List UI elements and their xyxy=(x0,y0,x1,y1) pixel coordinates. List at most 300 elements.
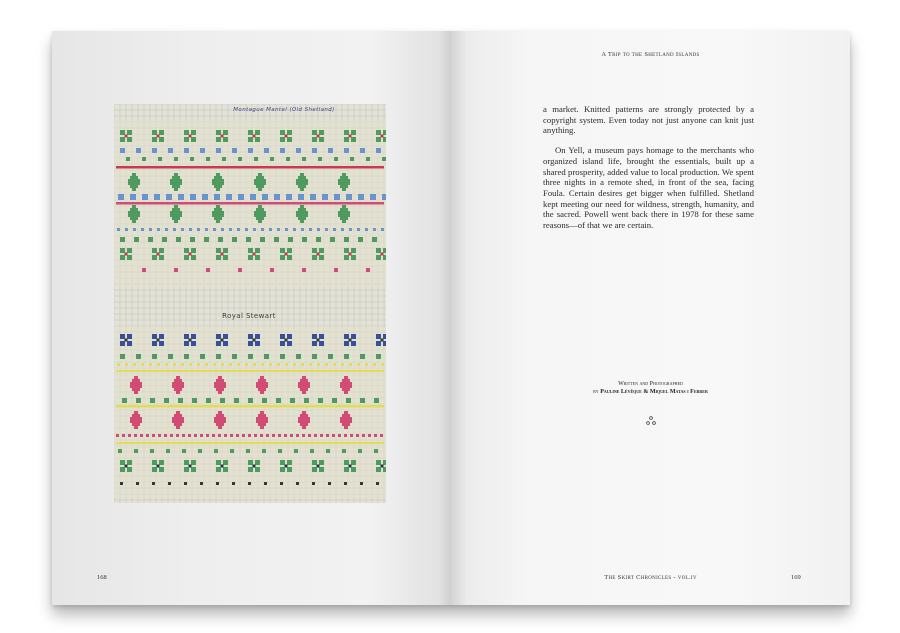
motif-navy-flower xyxy=(376,341,381,346)
motif-pink-diamond xyxy=(130,385,142,388)
motif-dark-dot xyxy=(376,482,379,485)
motif-blue-dot xyxy=(154,194,160,200)
motif-blue-dot xyxy=(286,194,292,200)
motif-green-diamond xyxy=(170,179,182,182)
motif-blue-dot xyxy=(238,194,244,200)
motif-blue-dot xyxy=(149,228,152,231)
motif-blue-dot xyxy=(152,148,157,153)
motif-green-flower xyxy=(344,130,349,135)
motif-green-diamond xyxy=(174,173,178,176)
motif-green-flower xyxy=(184,248,189,253)
motif-green-flower xyxy=(376,248,381,253)
motif-pink-diamond xyxy=(260,411,264,414)
motif-green-dot xyxy=(214,449,218,453)
motif-pink-dot xyxy=(170,434,173,437)
motif-green-flower xyxy=(159,460,164,465)
motif-yellow-dot xyxy=(133,363,136,366)
motif-pink-diamond xyxy=(298,385,310,388)
motif-blue-dot xyxy=(349,228,352,231)
motif-green-diamond xyxy=(174,205,178,208)
motif-green-dot xyxy=(358,237,363,242)
motif-green-dot xyxy=(296,354,301,359)
motif-navy-flower xyxy=(312,334,317,339)
motif-pink-diamond xyxy=(300,414,308,417)
motif-pink-dot xyxy=(236,434,239,437)
motif-green-dot xyxy=(162,237,167,242)
motif-yellow-dot xyxy=(213,363,216,366)
motif-navy-flower xyxy=(125,339,128,342)
motif-green-flower xyxy=(253,253,256,256)
knitting-chart-graphic xyxy=(114,104,386,503)
motif-blue-dot xyxy=(298,194,304,200)
motif-green-flower xyxy=(383,248,386,253)
motif-navy-flower xyxy=(184,341,189,346)
motif-green-diamond xyxy=(342,188,346,191)
motif-pink-dot xyxy=(314,434,317,437)
motif-blue-dot xyxy=(274,194,280,200)
motif-blue-dot xyxy=(125,228,128,231)
motif-green-diamond xyxy=(214,176,222,179)
motif-pink-diamond xyxy=(342,414,350,417)
motif-pink-dot xyxy=(350,434,353,437)
chart-title-top: Montague Mantel (Old Shetland) xyxy=(233,107,335,113)
motif-green-dot xyxy=(278,449,282,453)
motif-blue-dot xyxy=(344,148,349,153)
motif-pink-dot xyxy=(164,434,167,437)
motif-green-flower xyxy=(312,137,317,142)
motif-pink-dot xyxy=(188,434,191,437)
motif-blue-dot xyxy=(120,148,125,153)
stripe-yellow xyxy=(116,442,384,444)
motif-green-diamond xyxy=(296,211,308,214)
motif-blue-dot xyxy=(296,148,301,153)
motif-blue-dot xyxy=(382,194,386,200)
motif-pink-dot xyxy=(152,434,155,437)
motif-green-diamond xyxy=(340,208,348,211)
motif-green-diamond xyxy=(296,214,308,217)
motif-blue-dot xyxy=(118,194,124,200)
motif-pink-dot xyxy=(356,434,359,437)
motif-green-dot xyxy=(176,237,181,242)
motif-yellow-dot xyxy=(125,363,128,366)
motif-green-flower xyxy=(184,137,189,142)
motif-pink-diamond xyxy=(298,382,310,385)
motif-green-flower xyxy=(287,467,292,472)
motif-blue-dot xyxy=(365,228,368,231)
motif-green-flower xyxy=(184,460,189,465)
motif-navy-flower xyxy=(319,334,324,339)
motif-green-diamond xyxy=(258,220,262,223)
motif-green-dot xyxy=(288,237,293,242)
motif-pink-dot xyxy=(238,268,242,272)
motif-pink-diamond xyxy=(218,426,222,429)
motif-green-flower xyxy=(248,460,253,465)
motif-green-dot xyxy=(206,157,210,161)
motif-green-diamond xyxy=(128,182,140,185)
motif-pink-diamond xyxy=(176,376,180,379)
motif-navy-flower xyxy=(253,339,256,342)
motif-dark-dot xyxy=(328,482,331,485)
motif-navy-flower xyxy=(159,341,164,346)
motif-green-dot xyxy=(158,157,162,161)
motif-pink-diamond xyxy=(218,411,222,414)
motif-green-flower xyxy=(216,248,221,253)
motif-navy-flower xyxy=(191,341,196,346)
motif-dark-dot xyxy=(120,482,123,485)
motif-green-dot xyxy=(344,354,349,359)
motif-green-flower xyxy=(159,137,164,142)
motif-pink-diamond xyxy=(260,391,264,394)
motif-green-flower xyxy=(383,460,386,465)
motif-blue-dot xyxy=(301,228,304,231)
motif-green-flower xyxy=(344,467,349,472)
motif-green-diamond xyxy=(300,173,304,176)
motif-green-flower xyxy=(376,255,381,260)
motif-green-diamond xyxy=(216,205,220,208)
motif-pink-dot xyxy=(278,434,281,437)
motif-green-flower xyxy=(383,130,386,135)
motif-pink-dot xyxy=(122,434,125,437)
motif-blue-dot xyxy=(262,194,268,200)
motif-green-flower xyxy=(349,135,352,138)
motif-pink-diamond xyxy=(130,420,142,423)
motif-blue-dot xyxy=(168,148,173,153)
motif-yellow-dot xyxy=(221,363,224,366)
motif-pink-diamond xyxy=(342,379,350,382)
motif-green-flower xyxy=(221,253,224,256)
motif-green-dot xyxy=(150,398,155,403)
stripe-yellow xyxy=(116,370,384,372)
motif-navy-flower xyxy=(159,334,164,339)
motif-green-flower xyxy=(344,460,349,465)
motif-pink-diamond xyxy=(130,417,142,420)
motif-green-dot xyxy=(254,157,258,161)
motif-blue-dot xyxy=(317,228,320,231)
motif-green-dot xyxy=(148,237,153,242)
motif-blue-dot xyxy=(310,194,316,200)
motif-green-diamond xyxy=(130,176,138,179)
motif-green-diamond xyxy=(300,188,304,191)
motif-yellow-dot xyxy=(173,363,176,366)
motif-pink-diamond xyxy=(218,376,222,379)
motif-blue-dot xyxy=(229,228,232,231)
motif-green-dot xyxy=(262,398,267,403)
motif-pink-dot xyxy=(302,268,306,272)
motif-green-diamond xyxy=(254,214,266,217)
motif-dark-dot xyxy=(168,482,171,485)
motif-pink-diamond xyxy=(174,423,182,426)
motif-green-flower xyxy=(312,248,317,253)
left-page xyxy=(52,31,451,605)
motif-green-dot xyxy=(334,157,338,161)
motif-yellow-dot xyxy=(157,363,160,366)
motif-pink-diamond xyxy=(174,388,182,391)
motif-pink-dot xyxy=(142,268,146,272)
motif-green-dot xyxy=(150,449,154,453)
motif-navy-flower xyxy=(255,341,260,346)
motif-green-dot xyxy=(206,398,211,403)
motif-green-dot xyxy=(318,398,323,403)
motif-green-flower xyxy=(317,135,320,138)
motif-pink-diamond xyxy=(256,420,268,423)
motif-green-dot xyxy=(286,157,290,161)
motif-green-flower xyxy=(157,253,160,256)
motif-pink-dot xyxy=(224,434,227,437)
motif-green-diamond xyxy=(256,208,264,211)
motif-green-flower xyxy=(376,460,381,465)
motif-green-diamond xyxy=(216,220,220,223)
motif-pink-diamond xyxy=(300,423,308,426)
motif-pink-dot xyxy=(176,434,179,437)
motif-green-dot xyxy=(274,237,279,242)
motif-green-diamond xyxy=(172,217,180,220)
motif-navy-flower xyxy=(127,334,132,339)
motif-blue-dot xyxy=(269,228,272,231)
motif-green-flower xyxy=(285,135,288,138)
motif-blue-dot xyxy=(232,148,237,153)
motif-green-dot xyxy=(134,449,138,453)
motif-pink-dot xyxy=(212,434,215,437)
motif-green-dot xyxy=(192,398,197,403)
motif-pink-dot xyxy=(248,434,251,437)
motif-pink-dot xyxy=(242,434,245,437)
motif-dark-dot xyxy=(280,482,283,485)
motif-green-flower xyxy=(221,465,224,468)
motif-navy-flower xyxy=(376,334,381,339)
motif-green-dot xyxy=(168,354,173,359)
motif-pink-diamond xyxy=(216,423,224,426)
motif-pink-dot xyxy=(230,434,233,437)
motif-green-diamond xyxy=(128,211,140,214)
motif-green-dot xyxy=(120,354,125,359)
motif-green-flower xyxy=(216,130,221,135)
motif-pink-diamond xyxy=(258,379,266,382)
motif-pink-dot xyxy=(254,434,257,437)
motif-green-dot xyxy=(332,398,337,403)
motif-green-diamond xyxy=(342,205,346,208)
motif-green-diamond xyxy=(256,217,264,220)
motif-green-diamond xyxy=(130,208,138,211)
motif-green-diamond xyxy=(298,208,306,211)
motif-green-diamond xyxy=(254,179,266,182)
motif-green-flower xyxy=(189,135,192,138)
motif-green-flower xyxy=(317,465,320,468)
motif-green-flower xyxy=(120,460,125,465)
motif-green-flower xyxy=(287,460,292,465)
motif-navy-flower xyxy=(255,334,260,339)
motif-green-dot xyxy=(360,398,365,403)
motif-blue-dot xyxy=(293,228,296,231)
motif-dark-dot xyxy=(296,482,299,485)
motif-green-diamond xyxy=(340,185,348,188)
motif-green-flower xyxy=(319,137,324,142)
stripe-red xyxy=(116,166,384,169)
motif-pink-diamond xyxy=(172,420,184,423)
motif-blue-dot xyxy=(322,194,328,200)
motif-green-flower xyxy=(120,255,125,260)
motif-green-flower xyxy=(317,253,320,256)
motif-pink-dot xyxy=(334,268,338,272)
footer-title: The Skirt Chronicles - vol.iv xyxy=(604,574,697,581)
motif-green-dot xyxy=(312,354,317,359)
motif-green-dot xyxy=(302,237,307,242)
motif-green-flower xyxy=(125,135,128,138)
motif-green-diamond xyxy=(172,176,180,179)
motif-green-flower xyxy=(152,255,157,260)
motif-blue-dot xyxy=(253,228,256,231)
motif-green-flower xyxy=(127,460,132,465)
motif-green-flower xyxy=(351,137,356,142)
motif-green-flower xyxy=(152,137,157,142)
motif-green-diamond xyxy=(132,173,136,176)
motif-pink-diamond xyxy=(214,420,226,423)
motif-pink-diamond xyxy=(256,385,268,388)
motif-blue-dot xyxy=(325,228,328,231)
motif-pink-diamond xyxy=(132,414,140,417)
motif-pink-dot xyxy=(128,434,131,437)
motif-green-flower xyxy=(191,467,196,472)
motif-green-flower xyxy=(376,137,381,142)
motif-green-dot xyxy=(200,354,205,359)
motif-yellow-dot xyxy=(373,363,376,366)
motif-green-diamond xyxy=(214,217,222,220)
motif-green-diamond xyxy=(298,176,306,179)
motif-navy-flower xyxy=(221,339,224,342)
motif-green-dot xyxy=(248,354,253,359)
motif-dark-dot xyxy=(248,482,251,485)
motif-blue-dot xyxy=(190,194,196,200)
motif-pink-diamond xyxy=(214,382,226,385)
motif-pink-diamond xyxy=(344,376,348,379)
motif-green-dot xyxy=(220,398,225,403)
motif-blue-dot xyxy=(261,228,264,231)
motif-green-dot xyxy=(234,398,239,403)
motif-green-diamond xyxy=(298,185,306,188)
motif-green-dot xyxy=(248,398,253,403)
motif-blue-dot xyxy=(197,228,200,231)
motif-pink-dot xyxy=(218,434,221,437)
motif-blue-dot xyxy=(277,228,280,231)
motif-green-flower xyxy=(253,135,256,138)
motif-yellow-dot xyxy=(261,363,264,366)
motif-green-diamond xyxy=(342,220,346,223)
motif-green-flower xyxy=(255,248,260,253)
motif-green-diamond xyxy=(128,179,140,182)
motif-green-flower xyxy=(376,130,381,135)
knitting-chart-photo xyxy=(114,104,386,503)
motif-green-flower xyxy=(255,460,260,465)
motif-blue-dot xyxy=(200,148,205,153)
motif-blue-dot xyxy=(133,228,136,231)
motif-navy-flower xyxy=(216,341,221,346)
motif-yellow-dot xyxy=(285,363,288,366)
motif-pink-dot xyxy=(380,434,383,437)
motif-green-flower xyxy=(248,130,253,135)
motif-green-flower xyxy=(383,137,386,142)
motif-green-dot xyxy=(350,157,354,161)
ornament-icon xyxy=(645,416,657,426)
motif-blue-dot xyxy=(248,148,253,153)
motif-pink-diamond xyxy=(132,388,140,391)
motif-green-flower xyxy=(287,137,292,142)
motif-blue-dot xyxy=(141,228,144,231)
motif-pink-dot xyxy=(366,268,370,272)
motif-green-diamond xyxy=(258,173,262,176)
motif-green-dot xyxy=(136,354,141,359)
right-page xyxy=(451,31,850,605)
motif-green-flower xyxy=(287,248,292,253)
motif-yellow-dot xyxy=(189,363,192,366)
motif-pink-diamond xyxy=(218,391,222,394)
motif-green-flower xyxy=(280,255,285,260)
motif-green-flower xyxy=(383,467,386,472)
motif-green-dot xyxy=(120,237,125,242)
motif-green-diamond xyxy=(172,185,180,188)
motif-yellow-dot xyxy=(357,363,360,366)
motif-green-flower xyxy=(125,253,128,256)
motif-green-flower xyxy=(184,130,189,135)
motif-dark-dot xyxy=(264,482,267,485)
motif-navy-flower xyxy=(120,341,125,346)
motif-blue-dot xyxy=(184,148,189,153)
motif-green-flower xyxy=(189,253,192,256)
motif-green-dot xyxy=(262,449,266,453)
motif-green-flower xyxy=(287,130,292,135)
motif-green-dot xyxy=(152,354,157,359)
motif-pink-diamond xyxy=(302,426,306,429)
motif-blue-dot xyxy=(216,148,221,153)
motif-yellow-dot xyxy=(141,363,144,366)
motif-green-diamond xyxy=(256,176,264,179)
motif-yellow-dot xyxy=(309,363,312,366)
motif-yellow-dot xyxy=(341,363,344,366)
motif-yellow-dot xyxy=(181,363,184,366)
motif-green-diamond xyxy=(340,217,348,220)
motif-yellow-dot xyxy=(301,363,304,366)
motif-yellow-dot xyxy=(325,363,328,366)
motif-pink-diamond xyxy=(298,420,310,423)
paragraph-1: a market. Knitted patterns are strongly protected by a copyright system. Even today not just anyone can knit just anything. xyxy=(543,104,754,136)
motif-navy-flower xyxy=(157,339,160,342)
motif-dark-dot xyxy=(232,482,235,485)
motif-green-flower xyxy=(381,253,384,256)
motif-yellow-dot xyxy=(253,363,256,366)
motif-pink-diamond xyxy=(302,411,306,414)
motif-green-flower xyxy=(248,467,253,472)
motif-green-flower xyxy=(383,255,386,260)
motif-pink-dot xyxy=(296,434,299,437)
motif-green-flower xyxy=(319,248,324,253)
motif-green-dot xyxy=(344,237,349,242)
motif-pink-dot xyxy=(374,434,377,437)
motif-green-flower xyxy=(120,467,125,472)
motif-navy-flower xyxy=(317,339,320,342)
motif-navy-flower xyxy=(383,341,386,346)
credits-by: by xyxy=(593,389,599,395)
motif-navy-flower xyxy=(319,341,324,346)
motif-navy-flower xyxy=(216,334,221,339)
motif-green-flower xyxy=(159,130,164,135)
motif-green-flower xyxy=(312,130,317,135)
motif-green-flower xyxy=(223,248,228,253)
motif-yellow-dot xyxy=(269,363,272,366)
motif-pink-dot xyxy=(344,434,347,437)
motif-navy-flower xyxy=(344,341,349,346)
motif-green-flower xyxy=(216,137,221,142)
motif-blue-dot xyxy=(205,228,208,231)
motif-green-dot xyxy=(374,449,378,453)
motif-pink-diamond xyxy=(256,417,268,420)
